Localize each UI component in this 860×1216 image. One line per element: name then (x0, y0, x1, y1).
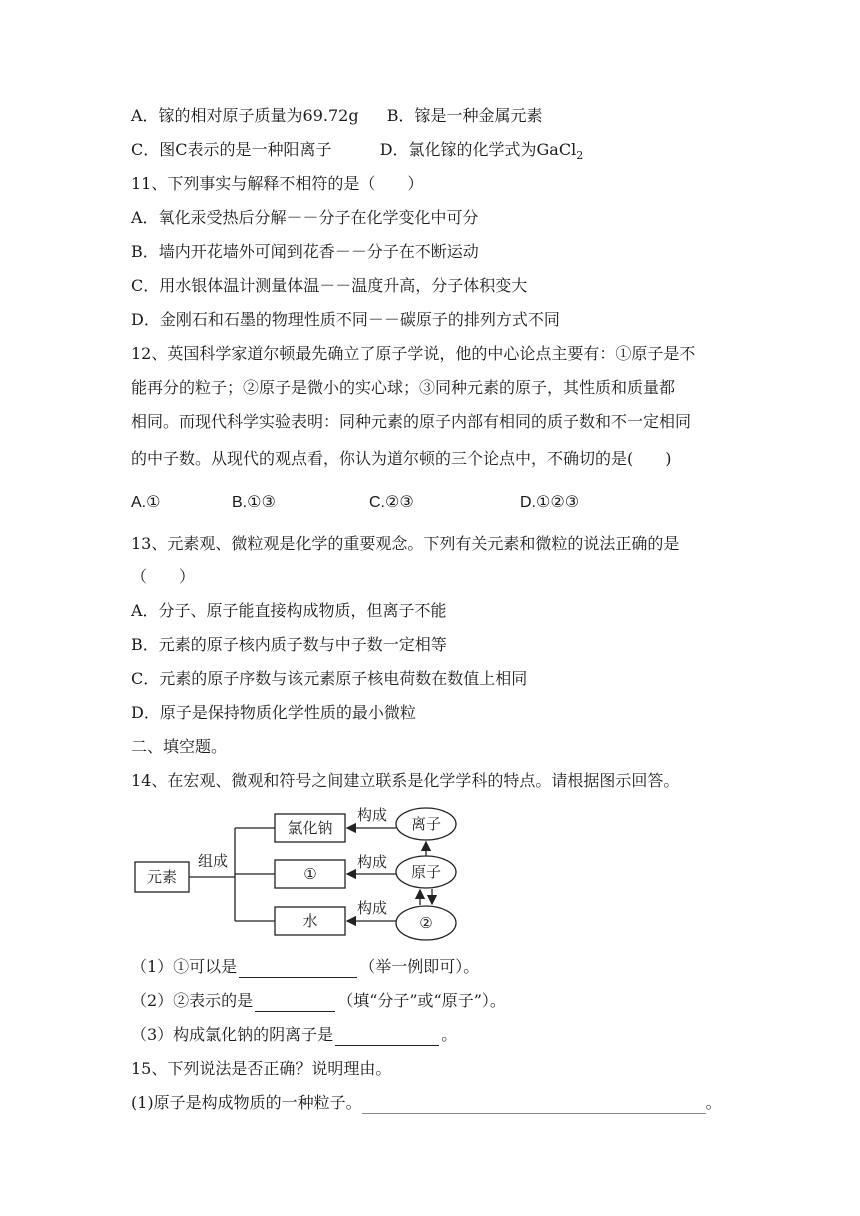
q13-line-2: （ ） (131, 567, 196, 586)
element-label: 元素 (146, 868, 178, 886)
q10-options-cd (131, 139, 583, 167)
q11-option-b: B．墙内开花墙外可闻到花香－－分子在不断运动 (131, 242, 479, 261)
q13-option-d: D．原子是保持物质化学性质的最小微粒 (131, 703, 416, 722)
q11-stem: 11、下列事实与解释不相符的是（ ） (131, 174, 424, 193)
q12-line-4: 的中子数。从现代的观点看，你认为道尔顿的三个论点中，不确切的是( ) (131, 449, 672, 468)
q12-line-1: 12、英国科学家道尔顿最先确立了原子学说，他的中心论点主要有：①原子是不 (131, 344, 696, 363)
q14-sub-1-blank[interactable] (239, 959, 357, 978)
q15-stem: 15、下列说法是否正确？说明理由。 (131, 1059, 392, 1078)
q13-option-b: B．元素的原子核内质子数与中子数一定相等 (131, 635, 447, 654)
q12-option-b: B.①③ (232, 494, 276, 511)
substance-1-label: ① (303, 865, 317, 883)
q10-option-b: B．镓是一种金属元素 (386, 106, 543, 125)
q14-sub-2-blank[interactable] (255, 993, 335, 1012)
q14-sub-2: （2）②表示的是 （填“分子”或“原子”）。 (131, 991, 506, 1010)
q12-option-c: C.②③ (369, 494, 414, 511)
q14-stem: 14、在宏观、微观和符号之间建立联系是化学学科的特点。请根据图示回答。 (131, 771, 680, 790)
atom-label: 原子 (410, 863, 442, 881)
q12-line-3: 相同。而现代科学实验表明：同种元素的原子内部有相同的质子数和不一定相同 (131, 412, 692, 431)
q10-option-a: A．镓的相对原子质量为69.72g (131, 106, 359, 125)
q15-sub-1: (1)原子是构成物质的一种粒子。 。 (131, 1093, 722, 1112)
q14-sub-3: （3）构成氯化钠的阴离子是 。 (131, 1025, 458, 1044)
q13-option-c: C．元素的原子序数与该元素原子核电荷数在数值上相同 (131, 669, 528, 688)
water-label: 水 (302, 912, 318, 930)
q11-option-c: C．用水银体温计测量体温－－温度升高，分子体积变大 (131, 276, 528, 295)
construct-label-1: 构成 (356, 806, 388, 824)
q10-option-d: D．氯化镓的化学式为GaCl$_2$ (379, 140, 584, 163)
q13-option-a: A．分子、原子能直接构成物质，但离子不能 (131, 601, 447, 620)
q11-option-d: D．金刚石和石墨的物理性质不同－－碳原子的排列方式不同 (131, 310, 560, 329)
q10-option-c: C．图C表示的是一种阳离子 (131, 140, 332, 159)
construct-label-2: 构成 (356, 853, 388, 871)
molecule-label: ② (419, 914, 433, 932)
q12-option-d: D.①②③ (520, 494, 580, 511)
q14-sub-1: （1）①可以是 （举一例即可）。 (131, 957, 480, 976)
q12-line-2: 能再分的粒子；②原子是微小的实心球；③同种元素的原子，其性质和质量都 (131, 378, 676, 397)
q10-options-ab (131, 105, 543, 127)
q12-option-a: A.① (131, 494, 161, 511)
q11-option-a: A．氧化汞受热后分解－－分子在化学变化中可分 (131, 208, 479, 227)
q14-sub-3-blank[interactable] (335, 1027, 439, 1046)
ion-label: 离子 (410, 815, 442, 833)
section-2-heading: 二、填空题。 (131, 737, 228, 756)
construct-label-3: 构成 (356, 899, 388, 917)
q15-sub-1-blank[interactable] (362, 1095, 706, 1114)
compose-label: 组成 (197, 852, 229, 870)
sodium-chloride-label: 氯化钠 (287, 819, 333, 837)
q14-diagram (128, 800, 468, 945)
q13-line-1: 13、元素观、微粒观是化学的重要观念。下列有关元素和微粒的说法正确的是 (131, 534, 680, 553)
